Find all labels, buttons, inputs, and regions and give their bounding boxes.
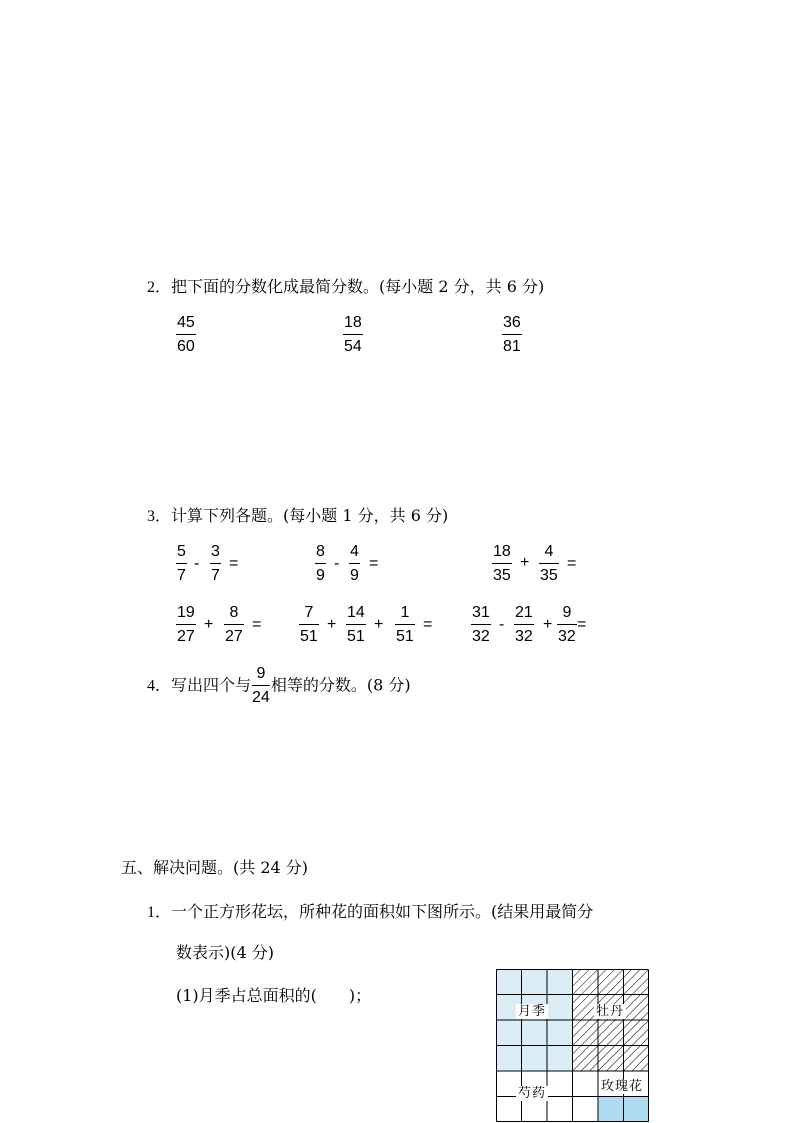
equals-sign: =: [252, 616, 262, 633]
operator: +: [204, 616, 214, 633]
fraction: 4 35: [540, 543, 558, 584]
s5-q1-line1: [147, 899, 593, 922]
section5-title: 五、解决问题。(共 24 分): [121, 858, 309, 877]
s5-q1-text-line1: 一个正方形花坛，所种花的面积如下图所示。(结果用最简分: [171, 902, 594, 921]
fraction: 19 27: [177, 604, 195, 645]
operator: +: [327, 616, 337, 633]
equals-sign: =: [423, 616, 433, 633]
equals-sign: =: [567, 555, 577, 572]
fraction: 31 32: [472, 604, 490, 645]
fraction: 7 51: [300, 604, 318, 645]
equals-sign: =: [369, 555, 379, 572]
operator: +: [543, 616, 553, 633]
flower-bed-grid: [496, 969, 649, 1122]
q2-fraction-1: [176, 315, 196, 355]
fraction: 21 32: [515, 604, 533, 645]
label-yueji: 月季: [518, 1004, 547, 1019]
operator: +: [520, 554, 530, 571]
q4-prompt: [147, 666, 411, 706]
equals-sign: =: [229, 555, 239, 572]
fraction: 8 9: [316, 543, 325, 584]
numerator: 45: [177, 314, 195, 331]
q2-text: 把下面的分数化成最简分数。(每小题 2 分，共 6 分): [171, 277, 545, 296]
fraction: 5 7: [177, 543, 186, 584]
q2-prompt: [147, 274, 544, 297]
operator: -: [194, 555, 200, 572]
denominator: 54: [344, 338, 362, 355]
q4-text-before: 写出四个与: [171, 675, 252, 695]
numerator: 18: [344, 314, 362, 331]
label-mudan: 牡丹: [596, 1004, 625, 1019]
fraction: 8 27: [225, 604, 243, 645]
q2-number: 2．: [147, 279, 172, 296]
q2-fraction-3: [502, 315, 522, 355]
q4-text-after: 相等的分数。(8 分): [270, 675, 411, 695]
fraction: 9 32: [558, 604, 576, 645]
equals-sign: =: [577, 616, 587, 633]
fraction: 1 51: [396, 604, 414, 645]
denominator: 60: [177, 338, 195, 355]
label-meigui: 玫瑰花: [601, 1079, 644, 1094]
fraction: 3 7: [211, 543, 220, 584]
operator: -: [499, 616, 505, 633]
operator: +: [374, 616, 384, 633]
q3-prompt: [147, 503, 448, 526]
fraction: 18 35: [493, 543, 511, 584]
label-shaoyao: 芍药: [518, 1086, 547, 1101]
q3-text: 计算下列各题。(每小题 1 分，共 6 分): [171, 506, 449, 525]
numerator: 36: [503, 314, 521, 331]
denominator: 81: [503, 338, 521, 355]
operator: -: [334, 555, 340, 572]
q3-number: 3．: [147, 508, 172, 525]
q4-number: 4．: [147, 677, 172, 695]
q4-fraction: $\frac{9}{24}$: [252, 665, 270, 706]
fraction: 4 9: [350, 543, 359, 584]
s5-q1-number: 1．: [147, 904, 172, 921]
s5-q1-text-line2: 数表示)(4 分): [176, 943, 274, 962]
fraction: 14 51: [347, 604, 365, 645]
q2-fraction-2: [343, 315, 363, 355]
s5-q1-sub1: (1)月季占总面积的( )；: [176, 986, 372, 1005]
